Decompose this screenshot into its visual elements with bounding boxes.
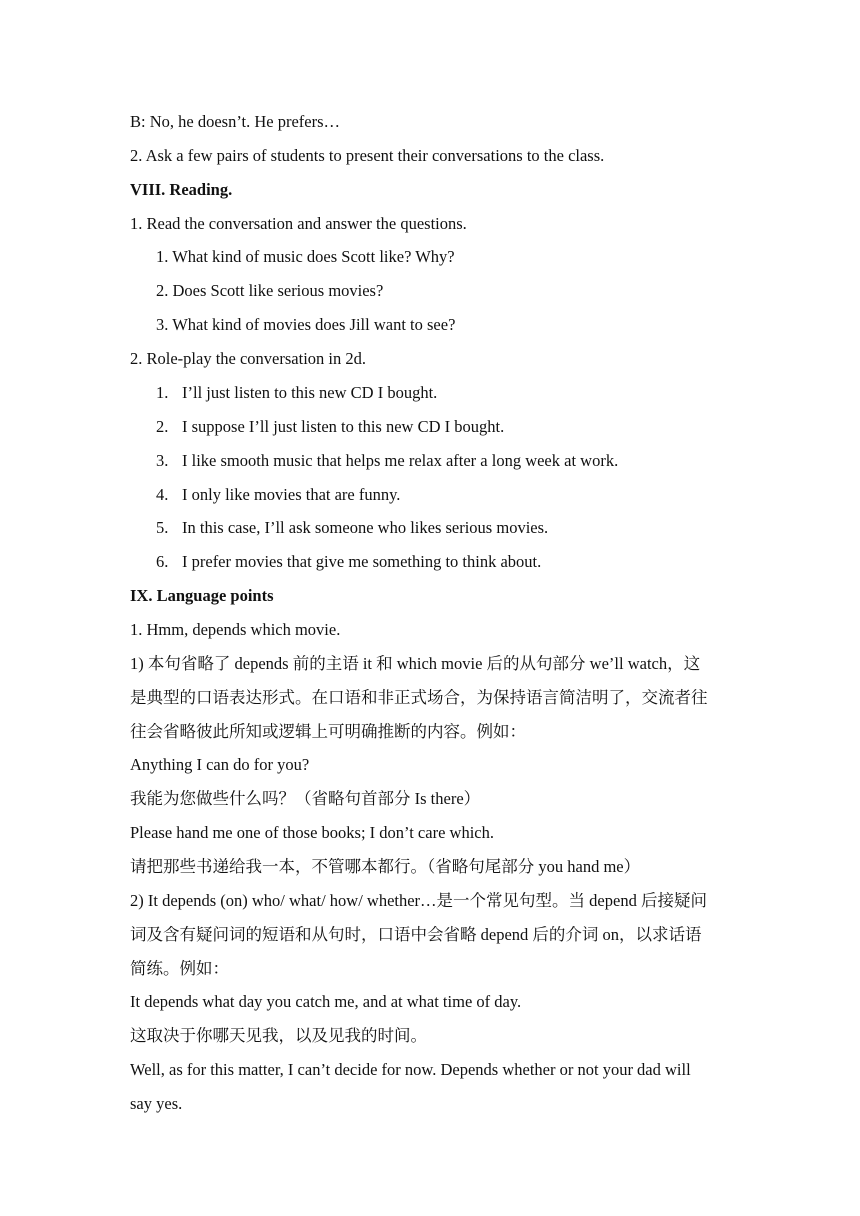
section-heading-reading: VIII. Reading. [130, 180, 233, 199]
list-item [0, 450, 860, 472]
explanation-line: 是典型的口语表达形式。在口语和非正式场合，为保持语言简洁明了，交流者往 [130, 688, 708, 707]
example-translation: 我能为您做些什么吗？（省略句首部分 Is there） [130, 789, 481, 808]
list-number: 6. [156, 552, 169, 571]
question-item: 2. Does Scott like serious movies? [156, 281, 384, 300]
list-number: 5. [156, 518, 169, 537]
instruction-line: 2. Role-play the conversation in 2d. [130, 349, 366, 368]
explanation-line: 往会省略彼此所知或逻辑上可明确推断的内容。例如： [130, 722, 526, 741]
explanation-line: 1) 本句省略了 depends 前的主语 it 和 which movie 后的从句部分 we’ll watch，这 [130, 654, 701, 673]
question-item: 1. What kind of music does Scott like? Why? [156, 247, 455, 266]
explanation-line: 2) It depends (on) who/ what/ how/ whether…是一个常见句型。当 depend 后接疑问 [130, 891, 707, 910]
list-item [0, 551, 860, 573]
example-translation: 请把那些书递给我一本，不管哪本都行。（省略句尾部分 you hand me） [130, 857, 641, 876]
list-item [0, 517, 860, 539]
list-number: 1. [156, 383, 169, 402]
list-item [0, 416, 860, 438]
point-line: 1. Hmm, depends which movie. [130, 620, 341, 639]
example-line: Anything I can do for you? [130, 755, 310, 774]
list-item [0, 382, 860, 404]
list-item [0, 484, 860, 506]
example-line: say yes. [130, 1094, 183, 1113]
list-text: I’ll just listen to this new CD I bought. [182, 383, 438, 402]
explanation-line: 词及含有疑问词的短语和从句时，口语中会省略 depend 后的介词 on，以求话语 [130, 925, 702, 944]
list-text: I prefer movies that give me something to think about. [182, 552, 542, 571]
explanation-line: 简练。例如： [130, 959, 229, 978]
example-line: Well, as for this matter, I can’t decide for now. Depends whether or not your dad will [130, 1060, 691, 1079]
example-translation: 这取决于你哪天见我，以及见我的时间。 [130, 1026, 427, 1045]
list-number: 3. [156, 451, 169, 470]
list-text: I only like movies that are funny. [182, 485, 401, 504]
question-item: 3. What kind of movies does Jill want to see? [156, 315, 456, 334]
example-line: Please hand me one of those books; I don’t care which. [130, 823, 494, 842]
instruction-line: 2. Ask a few pairs of students to present their conversations to the class. [130, 146, 605, 165]
example-line: It depends what day you catch me, and at what time of day. [130, 992, 522, 1011]
list-text: In this case, I’ll ask someone who likes serious movies. [182, 518, 549, 537]
list-text: I suppose I’ll just listen to this new CD I bought. [182, 417, 505, 436]
list-text: I like smooth music that helps me relax after a long week at work. [182, 451, 619, 470]
list-number: 4. [156, 485, 169, 504]
section-heading-language-points: IX. Language points [130, 586, 274, 605]
list-number: 2. [156, 417, 169, 436]
dialogue-line: B: No, he doesn’t. He prefers… [130, 112, 341, 131]
instruction-line: 1. Read the conversation and answer the questions. [130, 214, 467, 233]
